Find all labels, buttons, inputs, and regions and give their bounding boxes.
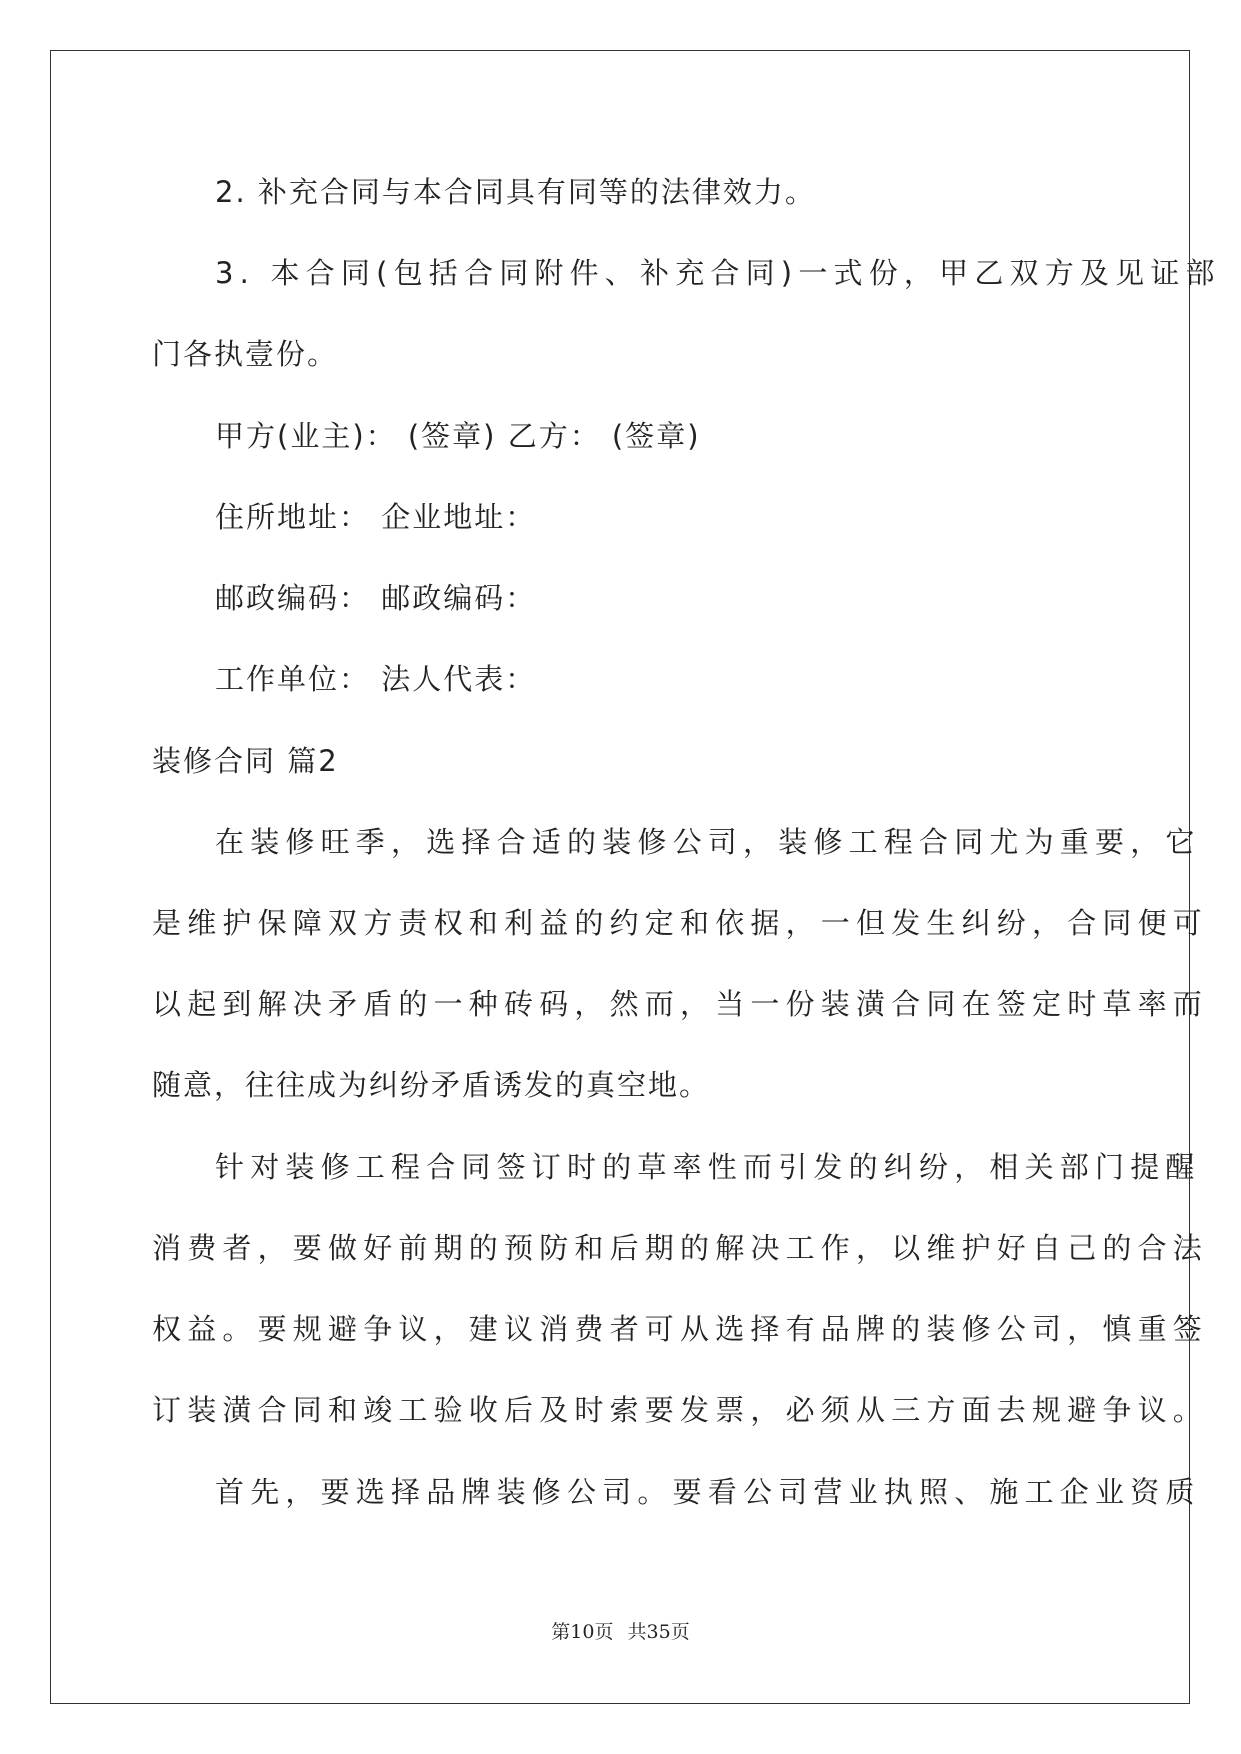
paragraph-line: 针对装修工程合同签订时的草率性而引发的纠纷，相关部门提醒 — [215, 1150, 1201, 1184]
page-border — [50, 50, 1221, 1704]
work-unit-fields: 工作单位： 法人代表： — [215, 662, 537, 696]
section-heading: 装修合同 篇2 — [152, 744, 339, 778]
clause-3-continued: 门各执壹份。 — [152, 337, 339, 371]
paragraph-line: 权益。要规避争议，建议消费者可从选择有品牌的装修公司，慎重签 — [152, 1312, 1209, 1346]
paragraph-line: 以起到解决矛盾的一种砖码，然而，当一份装潢合同在签定时草率而 — [152, 987, 1209, 1021]
party-signatures: 甲方(业主)： (签章) 乙方： (签章) — [215, 419, 701, 453]
page-footer — [0, 1617, 1241, 1644]
clause-2: 2. 补充合同与本合同具有同等的法律效力。 — [215, 175, 816, 209]
page-number: 第10页 — [551, 1621, 614, 1643]
paragraph-line: 随意，往往成为纠纷矛盾诱发的真空地。 — [152, 1068, 711, 1102]
page-total: 共35页 — [627, 1621, 690, 1643]
paragraph-line: 订装潢合同和竣工验收后及时索要发票，必须从三方面去规避争议。 — [152, 1393, 1209, 1427]
paragraph-line: 首先，要选择品牌装修公司。要看公司营业执照、施工企业资质 — [215, 1475, 1201, 1509]
paragraph-line: 消费者，要做好前期的预防和后期的解决工作，以维护好自己的合法 — [152, 1231, 1209, 1265]
clause-3: 3. 本合同(包括合同附件、补充合同)一式份，甲乙双方及见证部 — [215, 256, 1221, 290]
paragraph-line: 在装修旺季，选择合适的装修公司，装修工程合同尤为重要，它 — [215, 825, 1201, 859]
postcode-fields: 邮政编码： 邮政编码： — [215, 581, 537, 615]
address-fields: 住所地址： 企业地址： — [215, 500, 537, 534]
paragraph-line: 是维护保障双方责权和利益的约定和依据，一但发生纠纷，合同便可 — [152, 906, 1209, 940]
